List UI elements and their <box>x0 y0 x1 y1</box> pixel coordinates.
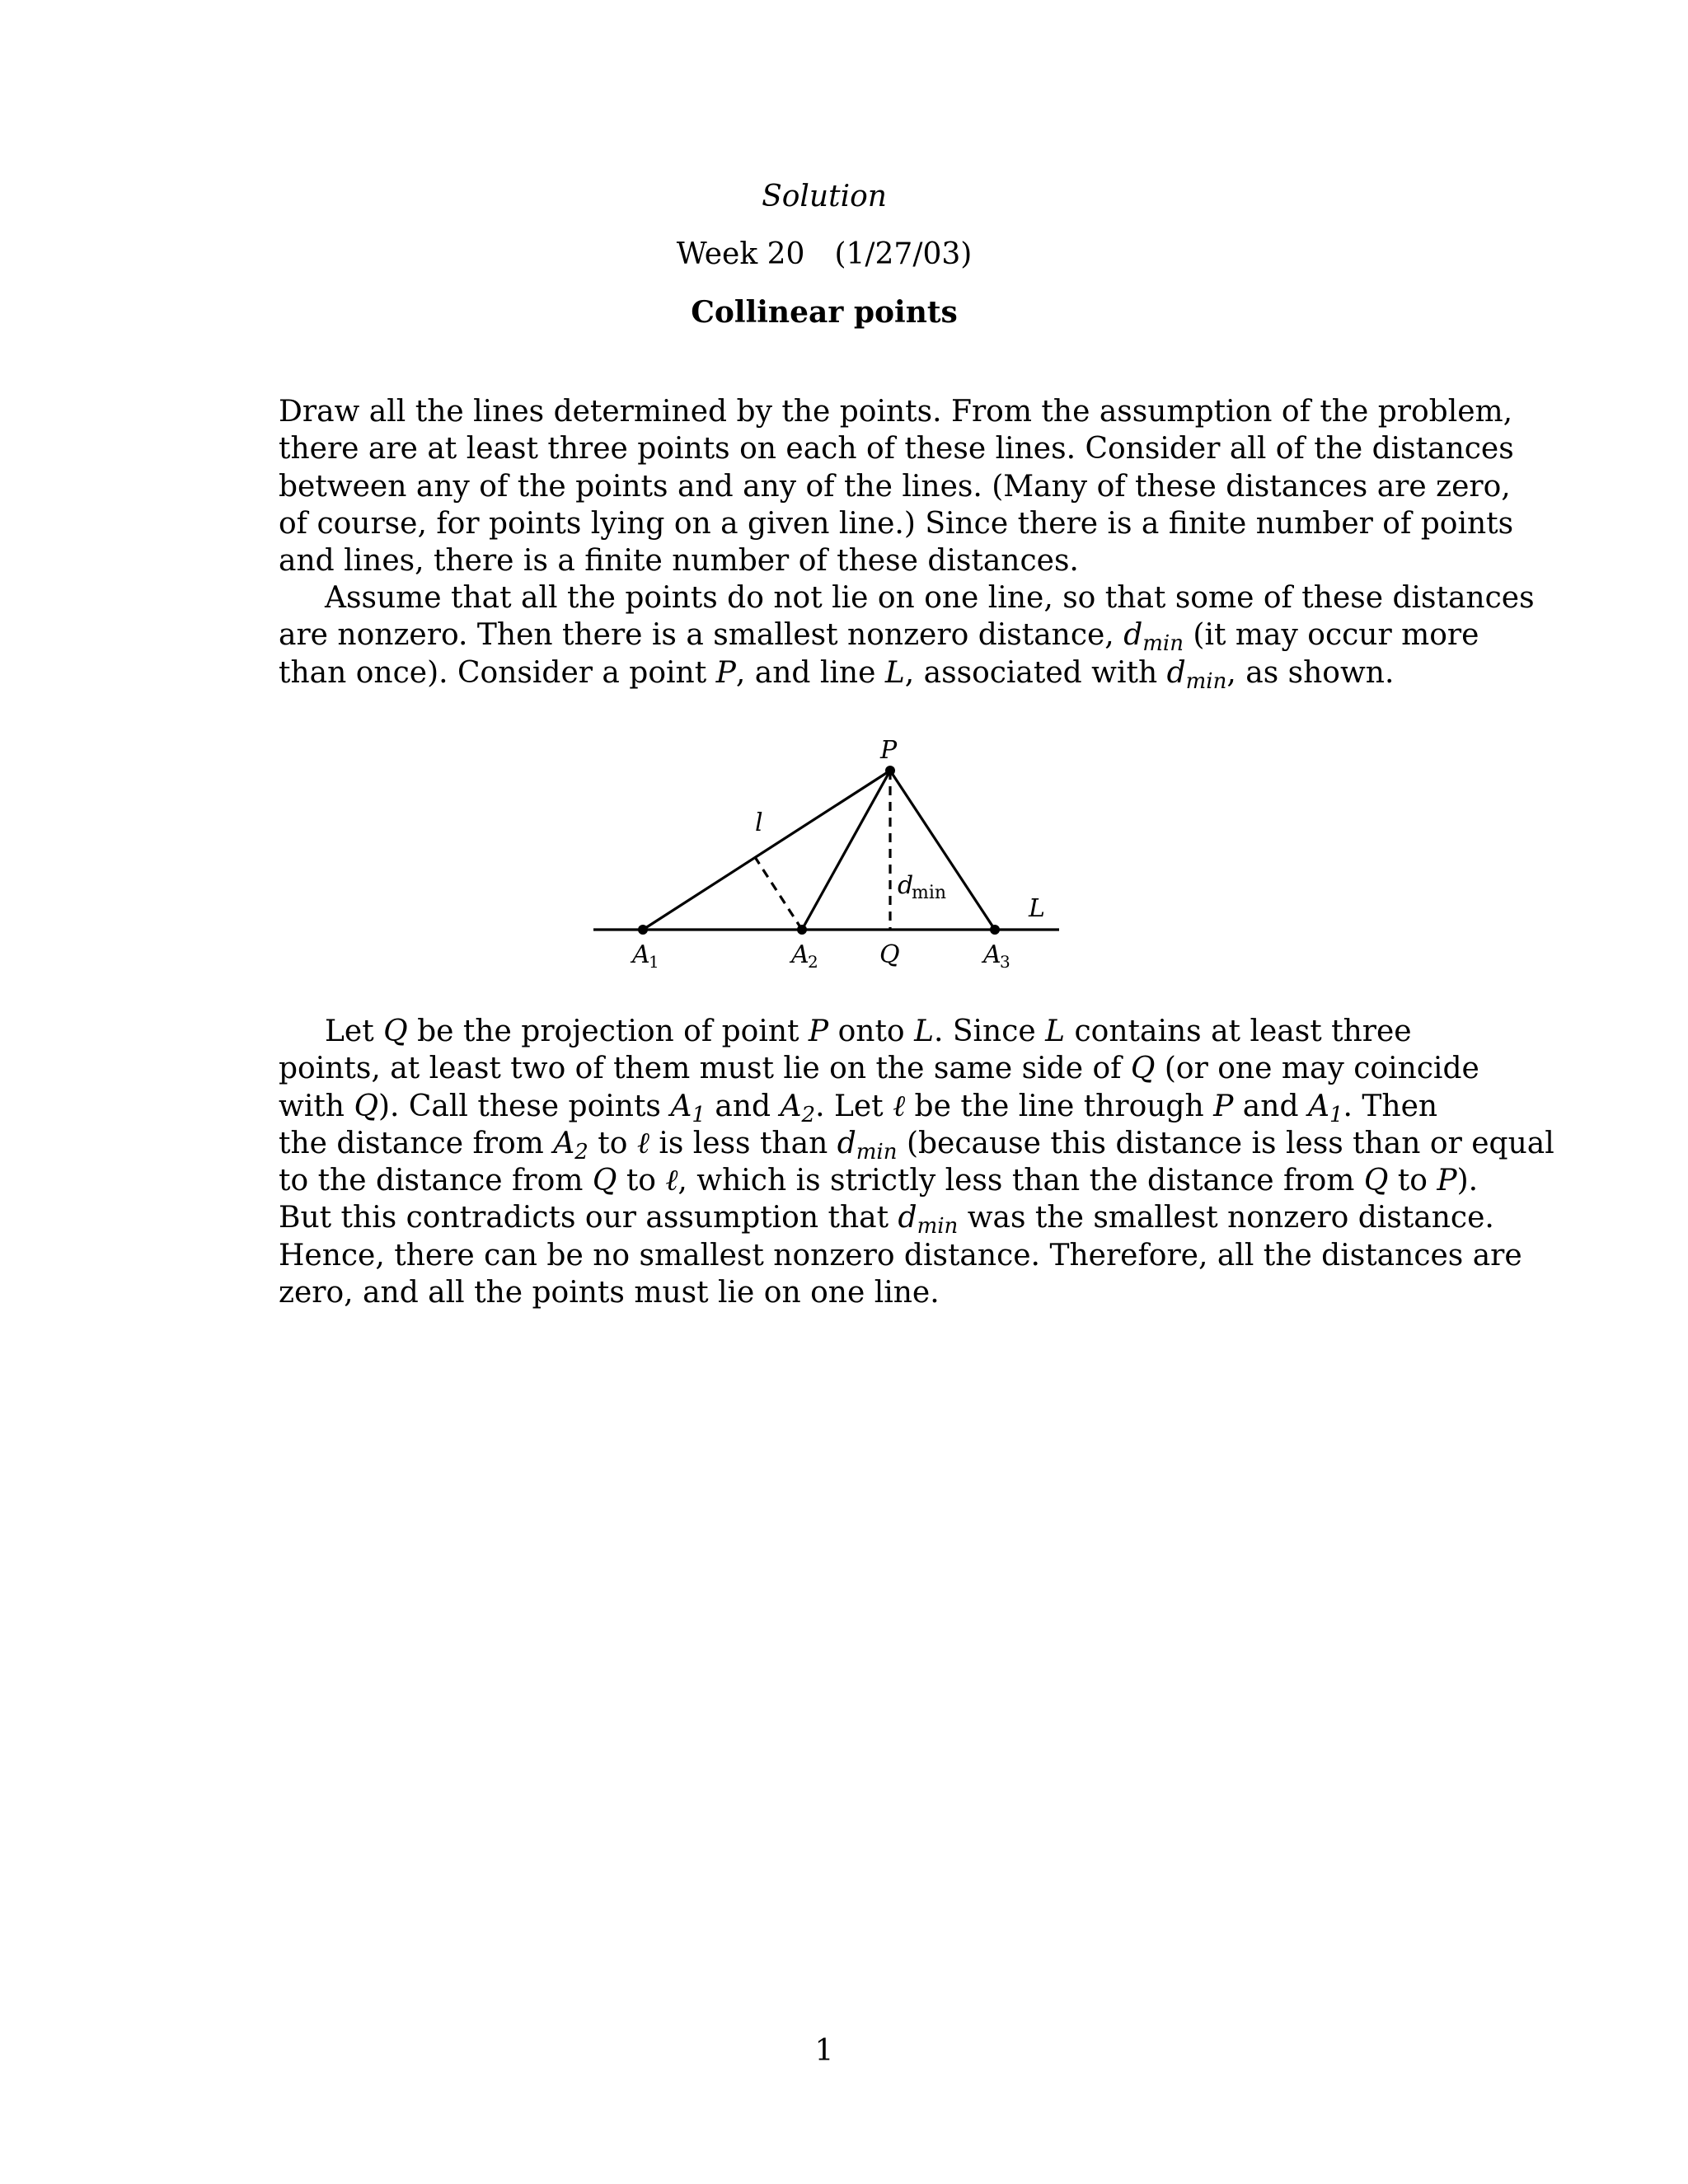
math-P: P <box>715 655 736 690</box>
week-date: (1/27/03) <box>834 237 973 271</box>
text-line: Hence, there can be no smallest nonzero distance. Therefore, all the distances are <box>279 1238 1522 1272</box>
text-line: and lines, there is a finite number of these distances. <box>279 544 1079 579</box>
label-A1-sub: 1 <box>649 952 659 972</box>
problem-title: Collinear points <box>691 295 958 330</box>
point-A2 <box>797 925 807 935</box>
label-A3-sub: 3 <box>1000 952 1010 972</box>
page-number: 1 <box>814 2034 834 2068</box>
label-d: d <box>898 871 914 900</box>
text-line: the distance from $A_2$ to ℓ is less than $d_{min}$ (because this distance is less than or equal <box>279 1126 1554 1165</box>
point-A1 <box>638 925 648 935</box>
text-line: than once). Consider a point P, and line L, associated with $d_{min}$, as shown. <box>279 655 1395 694</box>
text-line: Draw all the lines determined by the points. From the assumption of the problem, <box>279 395 1513 429</box>
text-line: Assume that all the points do not lie on one line, so that some of these distances <box>325 581 1535 615</box>
solution-label: Solution <box>762 180 887 213</box>
text-line: are nonzero. Then there is a smallest nonzero distance, $d_{min}$ (it may occur more <box>279 618 1479 657</box>
label-A2-sub: 2 <box>808 952 818 972</box>
label-min: min <box>912 883 947 903</box>
point-A3 <box>990 925 1000 935</box>
paragraph-2 <box>279 579 1535 694</box>
math-d-min: $d_{min}$ <box>1123 618 1184 657</box>
math-L: L <box>884 655 905 690</box>
math-d-min: $d_{min}$ <box>1166 655 1227 694</box>
label-A3: A <box>983 940 1001 969</box>
text-line: there are at least three points on each of these lines. Consider all of the distances <box>279 432 1514 466</box>
text-line: zero, and all the points must lie on one line. <box>279 1276 940 1310</box>
segment-P-A3 <box>890 771 995 930</box>
segment-P-A2 <box>802 771 890 930</box>
text-line: But this contradicts our assumption that $d_{min}$ was the smallest nonzero distance. <box>279 1201 1494 1240</box>
text-line: between any of the points and any of the lines. (Many of these distances are zero, <box>279 469 1511 504</box>
line-l <box>643 771 890 930</box>
label-A1: A <box>632 940 650 969</box>
text-line: Let Q be the projection of point P onto L. Since L contains at least three <box>325 1015 1412 1048</box>
text-line: of course, for points lying on a given line.) Since there is a finite number of points <box>279 506 1514 541</box>
label-A2: A <box>791 940 809 969</box>
label-L: L <box>1029 894 1045 923</box>
point-P <box>885 766 895 776</box>
text-line: with Q). Call these points $A_1$ and $A_2$. Let ℓ be the line through P and $A_1$. Then <box>279 1089 1438 1127</box>
geometry-figure <box>577 733 1071 981</box>
week-number: Week 20 <box>676 237 805 271</box>
label-P: P <box>880 736 898 765</box>
paragraph-3 <box>279 1013 1554 1311</box>
perpendicular-A2-l <box>755 857 802 930</box>
label-Q: Q <box>879 940 900 969</box>
label-l: l <box>755 808 763 837</box>
figure-svg <box>577 733 1071 981</box>
week-line <box>0 237 1648 271</box>
text-line: to the distance from Q to ℓ, which is strictly less than the distance from Q to P). <box>279 1164 1479 1198</box>
paragraph-1 <box>279 393 1514 579</box>
text-line: points, at least two of them must lie on the same side of Q (or one may coincide <box>279 1052 1479 1086</box>
